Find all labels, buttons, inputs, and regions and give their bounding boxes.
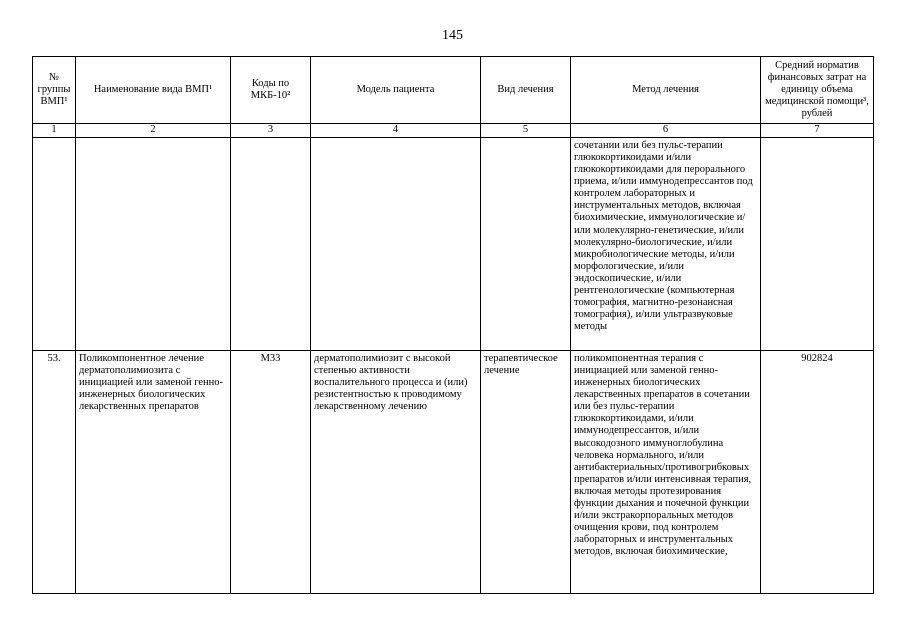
column-number: 4 <box>311 124 481 138</box>
cell-treatment-method: сочетании или без пульс-терапии глюкокортикоидами и/или глюкокортикоидами для перорального приема, и/или иммунодепрессантов под контролем лабораторных и инструментальных методов, включая биохимические, иммунологические и/или молекулярно-генетические, и/или молекулярно-биологические, и/или микробиологические методы, и/или морфологические, и/или эндоскопические, и/или рентгенологические (компьютерная томография, магнитно-резонансная томография), и/или ультразвуковые методы <box>571 138 761 351</box>
table-row-53 <box>33 351 874 594</box>
cell-icd-codes: М33 <box>231 351 311 594</box>
cell-icd-codes <box>231 138 311 351</box>
column-number: 3 <box>231 124 311 138</box>
column-number: 6 <box>571 124 761 138</box>
cell-treatment-type: терапевтическое лечение <box>481 351 571 594</box>
col-header-name: Наименование вида ВМП¹ <box>76 57 231 124</box>
cell-group-no <box>33 138 76 351</box>
vmp-table <box>32 56 874 594</box>
column-number: 7 <box>761 124 874 138</box>
page-number: 145 <box>442 28 463 43</box>
col-header-icd-codes: Коды по МКБ-10² <box>231 57 311 124</box>
column-number-row <box>33 124 874 138</box>
column-number: 5 <box>481 124 571 138</box>
cell-treatment-type <box>481 138 571 351</box>
col-header-treatment-type: Вид лечения <box>481 57 571 124</box>
cell-group-no: 53. <box>33 351 76 594</box>
cell-cost <box>761 138 874 351</box>
table-header-row <box>33 57 874 124</box>
col-header-treatment-method: Метод лечения <box>571 57 761 124</box>
col-header-patient-model: Модель пациента <box>311 57 481 124</box>
cell-patient-model <box>311 138 481 351</box>
col-header-group-no: № группы ВМП¹ <box>33 57 76 124</box>
cell-name: Поликомпонентное лечение дерматополимиозита с инициацией или заменой генно-инженерных биологических лекарственных препаратов <box>76 351 231 594</box>
cell-cost: 902824 <box>761 351 874 594</box>
cell-patient-model: дерматополимиозит с высокой степенью активности воспалительного процесса и (или) резистентностью к проводимому лекарственному лечению <box>311 351 481 594</box>
table-row-continuation <box>33 138 874 351</box>
cell-treatment-method: поликомпонентная терапия с инициацией или заменой генно-инженерных биологических лекарственных препаратов в сочетании или без пульс-терапии глюкокортикоидами, и/или иммунодепрессантов, и/или высокодозного иммуноглобулина человека нормального, и/или антибактериальных/противогрибковых препаратов и/или интенсивная терапия, включая методы протезирования функции дыхания и почечной функции и/или экстракорпоральных методов очищения крови, под контролем лабораторных и инструментальных методов, включая биохимические, <box>571 351 761 594</box>
col-header-cost: Средний норматив финансовых затрат на единицу объема медицинской помощи³, рублей <box>761 57 874 124</box>
column-number: 1 <box>33 124 76 138</box>
column-number: 2 <box>76 124 231 138</box>
cell-name <box>76 138 231 351</box>
